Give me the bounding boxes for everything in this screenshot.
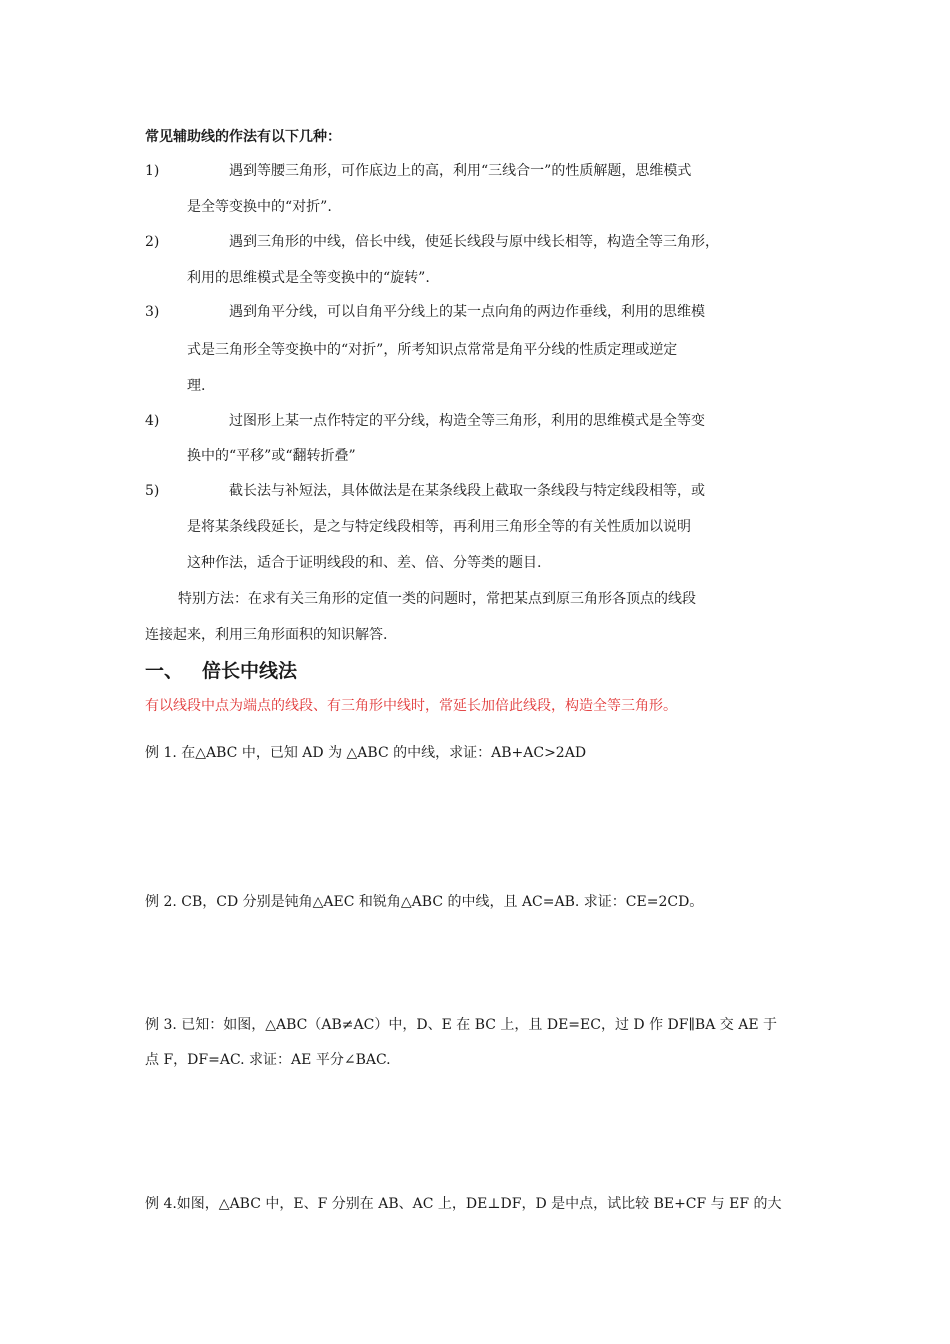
example-3-line: 例 3. 已知：如图，△ABC（AB≠AC）中，D、E 在 BC 上，且 DE=EC，过 D 作 DF∥BA 交 AE 于 bbox=[145, 1017, 778, 1033]
item-text-line: 式是三角形全等变换中的“对折”，所考知识点常常是角平分线的性质定理或逆定 bbox=[187, 342, 678, 358]
section-note: 有以线段中点为端点的线段、有三角形中线时，常延长加倍此线段，构造全等三角形。 bbox=[145, 698, 677, 714]
item-number: 5) bbox=[145, 483, 160, 499]
special-method-line: 特别方法：在求有关三角形的定值一类的问题时，常把某点到原三角形各顶点的线段 bbox=[178, 591, 696, 607]
item-number: 1) bbox=[145, 163, 160, 179]
example-1: 例 1. 在△ABC 中，已知 AD 为 △ABC 的中线，求证：AB+AC>2AD bbox=[145, 745, 587, 761]
item-text-line: 换中的“平移”或“翻转折叠” bbox=[187, 448, 356, 464]
example-3-line: 点 F，DF=AC. 求证：AE 平分∠BAC. bbox=[145, 1052, 391, 1068]
item-number: 4) bbox=[145, 413, 160, 429]
item-number: 3) bbox=[145, 304, 160, 320]
item-text-line: 过图形上某一点作特定的平分线，构造全等三角形，利用的思维模式是全等变 bbox=[229, 413, 705, 429]
section-title: 倍长中线法 bbox=[202, 660, 298, 682]
item-text-line: 这种作法，适合于证明线段的和、差、倍、分等类的题目. bbox=[187, 555, 542, 571]
intro-heading: 常见辅助线的作法有以下几种： bbox=[145, 129, 341, 145]
section-number: 一、 bbox=[145, 660, 184, 682]
item-text-line: 理. bbox=[187, 378, 206, 394]
example-2: 例 2. CB，CD 分别是钝角△AEC 和锐角△ABC 的中线，且 AC=AB. 求证：CE=2CD。 bbox=[145, 894, 704, 910]
item-text-line: 遇到角平分线，可以自角平分线上的某一点向角的两边作垂线，利用的思维模 bbox=[229, 304, 705, 320]
item-text-line: 是将某条线段延长，是之与特定线段相等，再利用三角形全等的有关性质加以说明 bbox=[187, 519, 691, 535]
item-text-line: 遇到等腰三角形，可作底边上的高，利用“三线合一”的性质解题，思维模式 bbox=[229, 163, 692, 179]
item-number: 2) bbox=[145, 234, 160, 250]
item-text-line: 遇到三角形的中线，倍长中线，使延长线段与原中线长相等，构造全等三角形， bbox=[229, 234, 719, 250]
item-text-line: 利用的思维模式是全等变换中的“旋转”. bbox=[187, 270, 430, 286]
item-text-line: 截长法与补短法，具体做法是在某条线段上截取一条线段与特定线段相等，或 bbox=[229, 483, 705, 499]
item-text-line: 是全等变换中的“对折”. bbox=[187, 199, 332, 215]
special-method-line: 连接起来，利用三角形面积的知识解答. bbox=[145, 627, 388, 643]
example-4: 例 4.如图，△ABC 中，E、F 分别在 AB、AC 上，DE⊥DF，D 是中点，试比较 BE+CF 与 EF 的大 bbox=[145, 1196, 782, 1212]
